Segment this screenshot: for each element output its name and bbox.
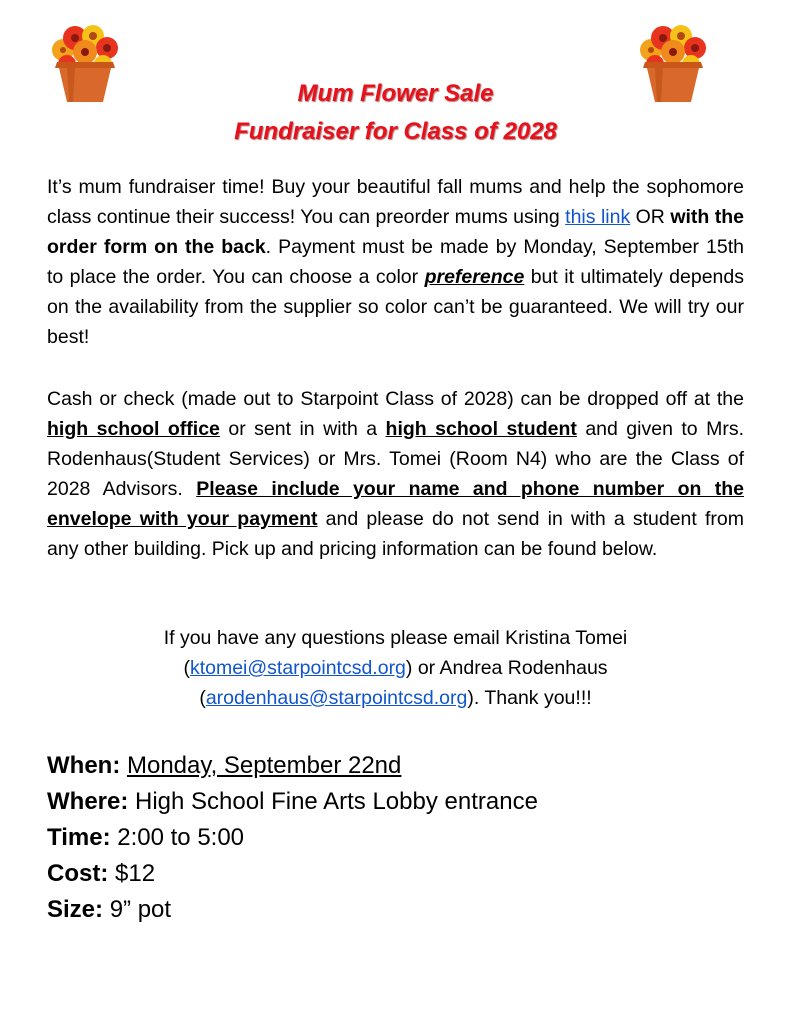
size-row	[47, 892, 538, 928]
payment-text: or sent in with a	[219, 418, 386, 440]
intro-text: OR	[630, 206, 671, 228]
contact-text: ) or Andrea Rodenhaus (	[199, 657, 608, 709]
cost-value: $12	[115, 860, 156, 887]
payment-text: Cash or check (made out to Starpoint Class of 2028) can be dropped off at the	[47, 388, 744, 410]
time-label: Time:	[47, 824, 111, 851]
time-value: 2:00 to 5:00	[117, 824, 245, 851]
where-row	[47, 784, 538, 820]
contact-text: ). Thank you!!!	[467, 687, 592, 709]
where-value: High School Fine Arts Lobby entrance	[135, 788, 538, 815]
intro-paragraph	[47, 172, 744, 352]
high-school-student-emphasis: high school student	[385, 418, 577, 440]
intro-text: It’s mum fundraiser time! Buy your beautiful fall mums and help the sophomore class continue their success! You can preorder mums using	[47, 176, 744, 228]
title-line-2: Fundraiser for Class of 2028	[234, 118, 557, 145]
contact-text: If you have any questions please email Kristina Tomei (	[163, 627, 628, 679]
payment-paragraph	[47, 384, 744, 564]
cost-row	[47, 856, 538, 892]
payment-text: and given to Mrs. Rodenhaus(Student Services) or Mrs. Tomei (Room N4) who are the Class of 2028 Advisors.	[47, 418, 744, 500]
title-line-1: Mum Flower Sale	[297, 80, 494, 107]
order-form-note: with the order form on the back	[47, 206, 744, 258]
preference-emphasis: preference	[424, 266, 525, 288]
when-value: Monday, September 22nd	[126, 752, 402, 779]
size-label: Size:	[47, 896, 104, 923]
event-details	[47, 748, 538, 928]
when-row	[47, 748, 538, 784]
contact-paragraph	[47, 623, 744, 713]
preorder-link[interactable]: this link	[565, 206, 631, 228]
payment-text: and please do not send in with a student from any other building. Pick up and pricing information can be found below.	[47, 508, 744, 560]
envelope-instruction: Please include your name and phone number on the envelope with your payment	[47, 478, 744, 530]
intro-text: . Payment must be made by Monday, September 15th to place the order. You can choose a color	[47, 236, 744, 288]
when-label: When:	[47, 752, 121, 779]
email-link-rodenhaus[interactable]: arodenhaus@starpointcsd.org	[205, 687, 468, 709]
size-value: 9” pot	[109, 896, 172, 923]
cost-label: Cost:	[47, 860, 109, 887]
where-label: Where:	[47, 788, 129, 815]
high-school-office-emphasis: high school office	[47, 418, 220, 440]
intro-text: but it ultimately depends on the availability from the supplier so color can’t be guaranteed. We will try our best!	[47, 266, 744, 348]
email-link-tomei[interactable]: ktomei@starpointcsd.org	[189, 657, 406, 679]
time-row	[47, 820, 538, 856]
